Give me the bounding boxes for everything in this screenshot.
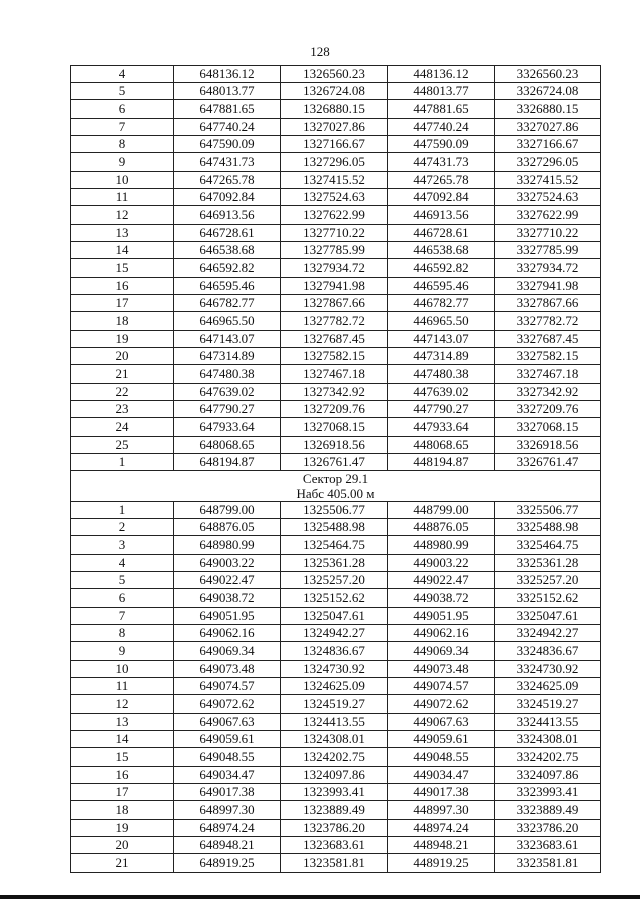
x-coordinate-cell: 647933.64 xyxy=(174,418,281,437)
y-coordinate-cell: 1327068.15 xyxy=(281,418,388,437)
x-coordinate-cell: 648799.00 xyxy=(174,502,281,519)
x-local-cell: 446728.61 xyxy=(388,225,495,242)
section-header xyxy=(71,471,601,502)
table-row xyxy=(71,100,601,119)
point-number-cell: 9 xyxy=(71,153,174,172)
y-coordinate-cell: 1327524.63 xyxy=(281,189,388,206)
x-coordinate-cell: 649017.38 xyxy=(174,784,281,801)
x-local-cell: 448974.24 xyxy=(388,820,495,837)
y-coordinate-cell: 1323581.81 xyxy=(281,854,388,873)
scan-bottom-edge xyxy=(0,895,640,899)
table-row xyxy=(71,242,601,259)
y-coordinate-cell: 1324836.67 xyxy=(281,642,388,661)
y-coordinate-cell: 1325506.77 xyxy=(281,502,388,519)
x-local-cell: 449038.72 xyxy=(388,589,495,608)
y-local-cell: 3323889.49 xyxy=(495,801,601,820)
y-local-cell: 3325506.77 xyxy=(495,502,601,519)
table-row xyxy=(71,384,601,401)
x-local-cell: 447314.89 xyxy=(388,348,495,365)
x-coordinate-cell: 648948.21 xyxy=(174,837,281,854)
point-number-cell: 1 xyxy=(71,502,174,519)
table-row xyxy=(71,854,601,873)
table-row xyxy=(71,83,601,100)
x-local-cell: 449022.47 xyxy=(388,572,495,589)
y-coordinate-cell: 1327782.72 xyxy=(281,312,388,331)
table-row xyxy=(71,153,601,172)
y-local-cell: 3327782.72 xyxy=(495,312,601,331)
point-number-cell: 12 xyxy=(71,206,174,225)
y-coordinate-cell: 1326880.15 xyxy=(281,100,388,119)
point-number-cell: 22 xyxy=(71,384,174,401)
point-number-cell: 13 xyxy=(71,714,174,731)
x-local-cell: 449017.38 xyxy=(388,784,495,801)
x-coordinate-cell: 647480.38 xyxy=(174,365,281,384)
point-number-cell: 8 xyxy=(71,136,174,153)
table-row xyxy=(71,748,601,767)
table-row xyxy=(71,348,601,365)
y-local-cell: 3327342.92 xyxy=(495,384,601,401)
x-coordinate-cell: 649048.55 xyxy=(174,748,281,767)
point-number-cell: 11 xyxy=(71,678,174,695)
point-number-cell: 3 xyxy=(71,536,174,555)
x-coordinate-cell: 649038.72 xyxy=(174,589,281,608)
y-coordinate-cell: 1327867.66 xyxy=(281,295,388,312)
y-coordinate-cell: 1325152.62 xyxy=(281,589,388,608)
x-local-cell: 447881.65 xyxy=(388,100,495,119)
y-coordinate-cell: 1323786.20 xyxy=(281,820,388,837)
point-number-cell: 17 xyxy=(71,784,174,801)
x-local-cell: 446782.77 xyxy=(388,295,495,312)
point-number-cell: 10 xyxy=(71,661,174,678)
x-local-cell: 448919.25 xyxy=(388,854,495,873)
table-row xyxy=(71,714,601,731)
x-coordinate-cell: 648068.65 xyxy=(174,437,281,454)
point-number-cell: 23 xyxy=(71,401,174,418)
y-coordinate-cell: 1327209.76 xyxy=(281,401,388,418)
section-cell xyxy=(71,471,601,502)
table-row xyxy=(71,801,601,820)
table-body-before xyxy=(71,66,601,471)
x-coordinate-cell: 649034.47 xyxy=(174,767,281,784)
x-coordinate-cell: 646728.61 xyxy=(174,225,281,242)
point-number-cell: 20 xyxy=(71,837,174,854)
table-row xyxy=(71,172,601,189)
x-local-cell: 449069.34 xyxy=(388,642,495,661)
x-coordinate-cell: 649074.57 xyxy=(174,678,281,695)
x-local-cell: 448136.12 xyxy=(388,66,495,83)
y-local-cell: 3327710.22 xyxy=(495,225,601,242)
table-row xyxy=(71,418,601,437)
x-local-cell: 447639.02 xyxy=(388,384,495,401)
point-number-cell: 15 xyxy=(71,748,174,767)
y-local-cell: 3327027.86 xyxy=(495,119,601,136)
x-local-cell: 448997.30 xyxy=(388,801,495,820)
x-local-cell: 449034.47 xyxy=(388,767,495,784)
table-row xyxy=(71,695,601,714)
point-number-cell: 4 xyxy=(71,555,174,572)
x-local-cell: 448194.87 xyxy=(388,454,495,471)
x-coordinate-cell: 648194.87 xyxy=(174,454,281,471)
table-body-after xyxy=(71,502,601,873)
y-local-cell: 3327296.05 xyxy=(495,153,601,172)
y-coordinate-cell: 1327687.45 xyxy=(281,331,388,348)
y-coordinate-cell: 1327467.18 xyxy=(281,365,388,384)
x-coordinate-cell: 647314.89 xyxy=(174,348,281,365)
y-coordinate-cell: 1324308.01 xyxy=(281,731,388,748)
y-coordinate-cell: 1327785.99 xyxy=(281,242,388,259)
table-row xyxy=(71,572,601,589)
point-number-cell: 16 xyxy=(71,767,174,784)
x-local-cell: 449067.63 xyxy=(388,714,495,731)
y-local-cell: 3326761.47 xyxy=(495,454,601,471)
point-number-cell: 24 xyxy=(71,418,174,437)
point-number-cell: 19 xyxy=(71,331,174,348)
y-coordinate-cell: 1324413.55 xyxy=(281,714,388,731)
x-coordinate-cell: 646782.77 xyxy=(174,295,281,312)
y-coordinate-cell: 1327710.22 xyxy=(281,225,388,242)
table-row xyxy=(71,278,601,295)
page-number: 128 xyxy=(310,44,330,59)
y-local-cell: 3326918.56 xyxy=(495,437,601,454)
y-local-cell: 3324308.01 xyxy=(495,731,601,748)
table-row xyxy=(71,189,601,206)
y-local-cell: 3325257.20 xyxy=(495,572,601,589)
point-number-cell: 7 xyxy=(71,608,174,625)
x-coordinate-cell: 648876.05 xyxy=(174,519,281,536)
table-row xyxy=(71,820,601,837)
table-row xyxy=(71,731,601,748)
y-local-cell: 3324413.55 xyxy=(495,714,601,731)
x-local-cell: 448980.99 xyxy=(388,536,495,555)
y-local-cell: 3327582.15 xyxy=(495,348,601,365)
y-local-cell: 3323786.20 xyxy=(495,820,601,837)
x-local-cell: 446592.82 xyxy=(388,259,495,278)
y-local-cell: 3324519.27 xyxy=(495,695,601,714)
table-row xyxy=(71,437,601,454)
y-coordinate-cell: 1327582.15 xyxy=(281,348,388,365)
y-coordinate-cell: 1326918.56 xyxy=(281,437,388,454)
y-coordinate-cell: 1325257.20 xyxy=(281,572,388,589)
point-number-cell: 19 xyxy=(71,820,174,837)
table-row xyxy=(71,589,601,608)
y-local-cell: 3323581.81 xyxy=(495,854,601,873)
table-row xyxy=(71,837,601,854)
x-local-cell: 447740.24 xyxy=(388,119,495,136)
y-coordinate-cell: 1323889.49 xyxy=(281,801,388,820)
point-number-cell: 10 xyxy=(71,172,174,189)
x-coordinate-cell: 646965.50 xyxy=(174,312,281,331)
y-local-cell: 3325464.75 xyxy=(495,536,601,555)
point-number-cell: 2 xyxy=(71,519,174,536)
x-coordinate-cell: 647740.24 xyxy=(174,119,281,136)
x-local-cell: 448799.00 xyxy=(388,502,495,519)
x-local-cell: 449072.62 xyxy=(388,695,495,714)
x-coordinate-cell: 647790.27 xyxy=(174,401,281,418)
point-number-cell: 9 xyxy=(71,642,174,661)
x-local-cell: 448068.65 xyxy=(388,437,495,454)
x-local-cell: 447590.09 xyxy=(388,136,495,153)
table-row xyxy=(71,555,601,572)
y-local-cell: 3327467.18 xyxy=(495,365,601,384)
table-row xyxy=(71,536,601,555)
y-coordinate-cell: 1326560.23 xyxy=(281,66,388,83)
y-local-cell: 3327166.67 xyxy=(495,136,601,153)
y-local-cell: 3327209.76 xyxy=(495,401,601,418)
point-number-cell: 6 xyxy=(71,100,174,119)
y-coordinate-cell: 1323683.61 xyxy=(281,837,388,854)
x-coordinate-cell: 648136.12 xyxy=(174,66,281,83)
point-number-cell: 13 xyxy=(71,225,174,242)
table-row xyxy=(71,365,601,384)
x-local-cell: 448948.21 xyxy=(388,837,495,854)
x-local-cell: 446538.68 xyxy=(388,242,495,259)
y-local-cell: 3327785.99 xyxy=(495,242,601,259)
x-coordinate-cell: 647590.09 xyxy=(174,136,281,153)
x-coordinate-cell: 647431.73 xyxy=(174,153,281,172)
x-coordinate-cell: 649073.48 xyxy=(174,661,281,678)
point-number-cell: 5 xyxy=(71,83,174,100)
point-number-cell: 17 xyxy=(71,295,174,312)
y-coordinate-cell: 1327622.99 xyxy=(281,206,388,225)
x-local-cell: 448013.77 xyxy=(388,83,495,100)
y-coordinate-cell: 1324519.27 xyxy=(281,695,388,714)
point-number-cell: 14 xyxy=(71,731,174,748)
y-coordinate-cell: 1327415.52 xyxy=(281,172,388,189)
y-coordinate-cell: 1324097.86 xyxy=(281,767,388,784)
point-number-cell: 7 xyxy=(71,119,174,136)
point-number-cell: 15 xyxy=(71,259,174,278)
x-local-cell: 448876.05 xyxy=(388,519,495,536)
y-coordinate-cell: 1326761.47 xyxy=(281,454,388,471)
y-coordinate-cell: 1327296.05 xyxy=(281,153,388,172)
y-local-cell: 3326724.08 xyxy=(495,83,601,100)
y-coordinate-cell: 1327934.72 xyxy=(281,259,388,278)
point-number-cell: 14 xyxy=(71,242,174,259)
x-coordinate-cell: 648980.99 xyxy=(174,536,281,555)
y-local-cell: 3323683.61 xyxy=(495,837,601,854)
coordinates-table xyxy=(70,65,601,873)
table-row xyxy=(71,767,601,784)
table-row xyxy=(71,295,601,312)
x-coordinate-cell: 648974.24 xyxy=(174,820,281,837)
point-number-cell: 6 xyxy=(71,589,174,608)
point-number-cell: 18 xyxy=(71,312,174,331)
x-local-cell: 446595.46 xyxy=(388,278,495,295)
table-row xyxy=(71,784,601,801)
y-coordinate-cell: 1326724.08 xyxy=(281,83,388,100)
table-row xyxy=(71,502,601,519)
table-row xyxy=(71,331,601,348)
y-coordinate-cell: 1327941.98 xyxy=(281,278,388,295)
table-row xyxy=(71,312,601,331)
y-local-cell: 3324942.27 xyxy=(495,625,601,642)
y-local-cell: 3324097.86 xyxy=(495,767,601,784)
x-local-cell: 449062.16 xyxy=(388,625,495,642)
table-row xyxy=(71,401,601,418)
x-local-cell: 449003.22 xyxy=(388,555,495,572)
table-row xyxy=(71,661,601,678)
x-local-cell: 446913.56 xyxy=(388,206,495,225)
x-coordinate-cell: 649062.16 xyxy=(174,625,281,642)
x-local-cell: 447092.84 xyxy=(388,189,495,206)
x-local-cell: 447480.38 xyxy=(388,365,495,384)
x-local-cell: 449074.57 xyxy=(388,678,495,695)
table-row xyxy=(71,206,601,225)
y-local-cell: 3324202.75 xyxy=(495,748,601,767)
y-local-cell: 3324836.67 xyxy=(495,642,601,661)
y-local-cell: 3327415.52 xyxy=(495,172,601,189)
section-subtitle: Набс 405.00 м xyxy=(296,486,375,501)
x-coordinate-cell: 649051.95 xyxy=(174,608,281,625)
table-row xyxy=(71,519,601,536)
x-coordinate-cell: 648997.30 xyxy=(174,801,281,820)
y-coordinate-cell: 1325047.61 xyxy=(281,608,388,625)
point-number-cell: 8 xyxy=(71,625,174,642)
table-row xyxy=(71,642,601,661)
x-local-cell: 446965.50 xyxy=(388,312,495,331)
y-coordinate-cell: 1324202.75 xyxy=(281,748,388,767)
point-number-cell: 1 xyxy=(71,454,174,471)
x-coordinate-cell: 646595.46 xyxy=(174,278,281,295)
point-number-cell: 4 xyxy=(71,66,174,83)
x-coordinate-cell: 646913.56 xyxy=(174,206,281,225)
x-coordinate-cell: 647639.02 xyxy=(174,384,281,401)
y-coordinate-cell: 1327027.86 xyxy=(281,119,388,136)
point-number-cell: 25 xyxy=(71,437,174,454)
y-local-cell: 3327934.72 xyxy=(495,259,601,278)
y-coordinate-cell: 1327342.92 xyxy=(281,384,388,401)
x-coordinate-cell: 649072.62 xyxy=(174,695,281,714)
table-row xyxy=(71,66,601,83)
table-row xyxy=(71,259,601,278)
point-number-cell: 20 xyxy=(71,348,174,365)
y-coordinate-cell: 1323993.41 xyxy=(281,784,388,801)
y-coordinate-cell: 1325464.75 xyxy=(281,536,388,555)
x-local-cell: 447933.64 xyxy=(388,418,495,437)
y-local-cell: 3326560.23 xyxy=(495,66,601,83)
x-local-cell: 449051.95 xyxy=(388,608,495,625)
y-local-cell: 3327941.98 xyxy=(495,278,601,295)
table-row xyxy=(71,119,601,136)
y-coordinate-cell: 1324730.92 xyxy=(281,661,388,678)
point-number-cell: 21 xyxy=(71,365,174,384)
y-local-cell: 3325361.28 xyxy=(495,555,601,572)
point-number-cell: 18 xyxy=(71,801,174,820)
y-coordinate-cell: 1325361.28 xyxy=(281,555,388,572)
x-coordinate-cell: 649067.63 xyxy=(174,714,281,731)
point-number-cell: 12 xyxy=(71,695,174,714)
y-local-cell: 3327687.45 xyxy=(495,331,601,348)
point-number-cell: 5 xyxy=(71,572,174,589)
x-local-cell: 447265.78 xyxy=(388,172,495,189)
y-coordinate-cell: 1325488.98 xyxy=(281,519,388,536)
section-header-row xyxy=(71,471,601,502)
table-row xyxy=(71,225,601,242)
point-number-cell: 21 xyxy=(71,854,174,873)
y-local-cell: 3323993.41 xyxy=(495,784,601,801)
y-coordinate-cell: 1327166.67 xyxy=(281,136,388,153)
table-row xyxy=(71,678,601,695)
x-local-cell: 449073.48 xyxy=(388,661,495,678)
y-local-cell: 3326880.15 xyxy=(495,100,601,119)
section-title: Сектор 29.1 xyxy=(302,471,369,486)
y-local-cell: 3325488.98 xyxy=(495,519,601,536)
x-coordinate-cell: 649069.34 xyxy=(174,642,281,661)
y-coordinate-cell: 1324942.27 xyxy=(281,625,388,642)
x-local-cell: 447431.73 xyxy=(388,153,495,172)
x-local-cell: 449048.55 xyxy=(388,748,495,767)
y-local-cell: 3327068.15 xyxy=(495,418,601,437)
x-coordinate-cell: 649059.61 xyxy=(174,731,281,748)
point-number-cell: 16 xyxy=(71,278,174,295)
table-row xyxy=(71,136,601,153)
x-local-cell: 449059.61 xyxy=(388,731,495,748)
table-row xyxy=(71,454,601,471)
y-local-cell: 3327867.66 xyxy=(495,295,601,312)
y-local-cell: 3324625.09 xyxy=(495,678,601,695)
table-row xyxy=(71,608,601,625)
x-coordinate-cell: 648919.25 xyxy=(174,854,281,873)
x-coordinate-cell: 647881.65 xyxy=(174,100,281,119)
x-coordinate-cell: 646538.68 xyxy=(174,242,281,259)
y-coordinate-cell: 1324625.09 xyxy=(281,678,388,695)
table-row xyxy=(71,625,601,642)
x-coordinate-cell: 649003.22 xyxy=(174,555,281,572)
x-local-cell: 447143.07 xyxy=(388,331,495,348)
x-coordinate-cell: 647265.78 xyxy=(174,172,281,189)
x-coordinate-cell: 648013.77 xyxy=(174,83,281,100)
y-local-cell: 3327622.99 xyxy=(495,206,601,225)
y-local-cell: 3324730.92 xyxy=(495,661,601,678)
x-coordinate-cell: 649022.47 xyxy=(174,572,281,589)
x-local-cell: 447790.27 xyxy=(388,401,495,418)
y-local-cell: 3327524.63 xyxy=(495,189,601,206)
y-local-cell: 3325152.62 xyxy=(495,589,601,608)
x-coordinate-cell: 646592.82 xyxy=(174,259,281,278)
x-coordinate-cell: 647092.84 xyxy=(174,189,281,206)
x-coordinate-cell: 647143.07 xyxy=(174,331,281,348)
point-number-cell: 11 xyxy=(71,189,174,206)
y-local-cell: 3325047.61 xyxy=(495,608,601,625)
